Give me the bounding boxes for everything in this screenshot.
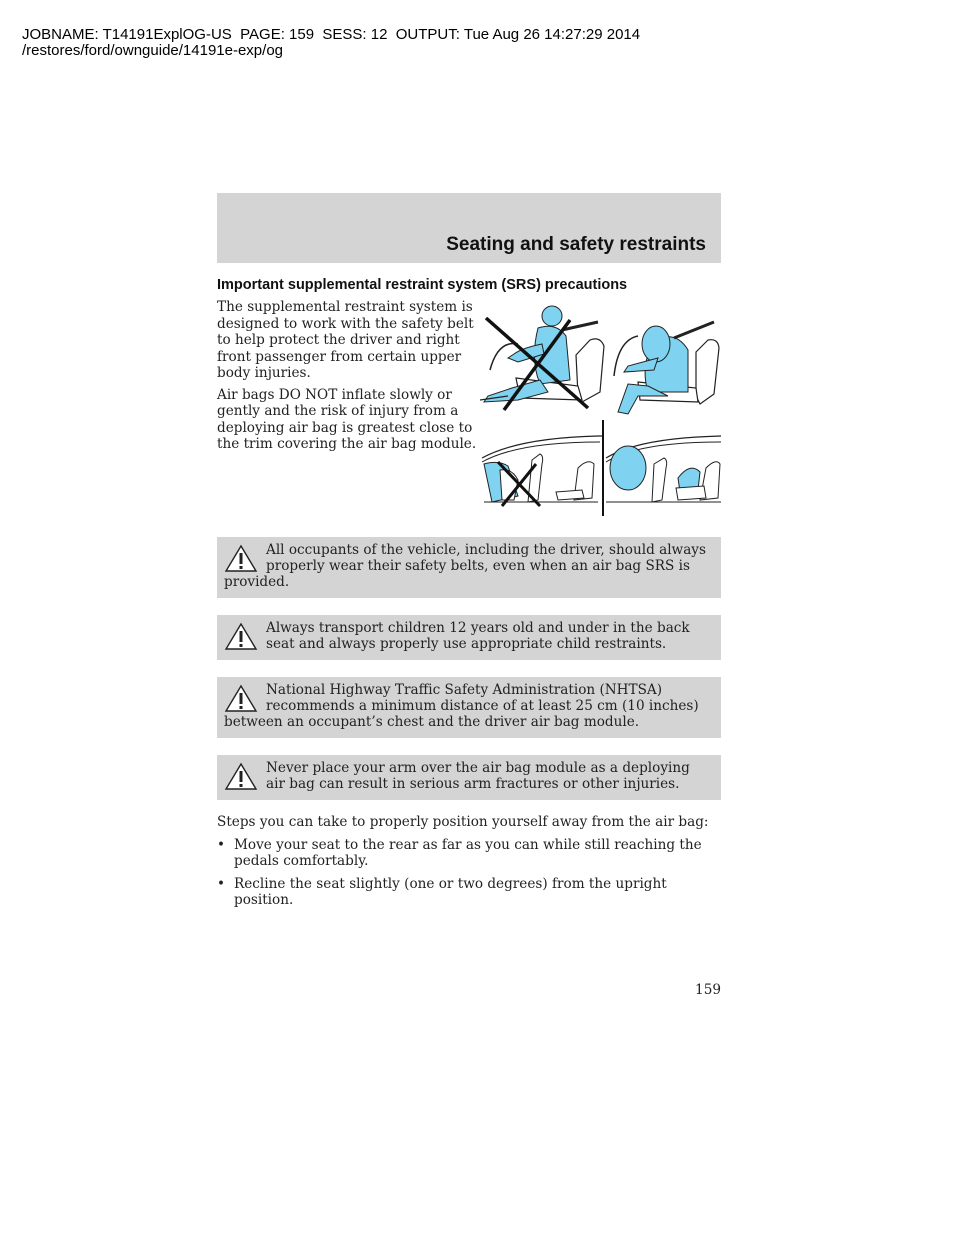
warning-triangle-icon <box>224 762 258 792</box>
occupant-position-illustration <box>478 300 723 418</box>
list-item-text: Move your seat to the rear as far as you can while still reaching the pedals comfortably. <box>234 836 702 869</box>
correct-child-seat-figure <box>606 436 721 502</box>
positioning-steps <box>217 814 721 915</box>
section-header-band <box>217 193 721 263</box>
warning-triangle-icon <box>224 622 258 652</box>
warning-text: All occupants of the vehicle, including the driver, should always properly wear their safety belts, even when an air bag SRS is provided. <box>224 542 706 590</box>
warning-triangle-icon <box>224 684 258 714</box>
warning-box <box>217 537 721 598</box>
incorrect-child-seat-figure <box>482 436 602 506</box>
warning-text: Always transport children 12 years old and under in the back seat and always properly use appropriate child restraints. <box>266 620 690 652</box>
steps-intro: Steps you can take to properly position yourself away from the air bag: <box>217 814 709 830</box>
warning-text: Never place your arm over the air bag module as a deploying air bag can result in serious arm fractures or other injuries. <box>266 760 690 792</box>
correct-position-figure <box>614 322 719 414</box>
intro-text <box>217 299 477 458</box>
job-info <box>22 27 640 59</box>
page-title: Seating and safety restraints <box>446 234 706 255</box>
list-item <box>217 876 721 909</box>
job-info-line1: JOBNAME: T14191ExplOG-US PAGE: 159 SESS: 12 OUTPUT: Tue Aug 26 14:27:29 2014 <box>22 26 641 43</box>
job-info-line2: /restores/ford/ownguide/14191e-exp/og <box>22 42 284 59</box>
bullet-icon: • <box>217 836 226 853</box>
list-item-text: Recline the seat slightly (one or two degrees) from the upright position. <box>234 875 667 908</box>
bullet-icon: • <box>217 875 226 892</box>
warning-text: National Highway Traffic Safety Administration (NHTSA) recommends a minimum distance of at least 25 cm (10 inches) between an occupant’s chest and the driver air bag module. <box>224 682 699 730</box>
incorrect-position-figure <box>480 306 604 410</box>
warning-box <box>217 755 721 800</box>
intro-paragraph-1: The supplemental restraint system is designed to work with the safety belt to help protect the driver and right front passenger from certain upper body injuries. <box>217 299 474 381</box>
warning-box <box>217 677 721 738</box>
section-heading: Important supplemental restraint system (SRS) precautions <box>217 277 628 293</box>
vehicle-cabin-illustration <box>478 420 723 518</box>
intro-paragraph-2: Air bags DO NOT inflate slowly or gently and the risk of injury from a deploying air bag is greatest close to the trim covering the air bag module. <box>217 386 477 452</box>
list-item <box>217 837 721 870</box>
page-number: 159 <box>695 982 721 998</box>
warning-triangle-icon <box>224 544 258 574</box>
warning-box <box>217 615 721 660</box>
